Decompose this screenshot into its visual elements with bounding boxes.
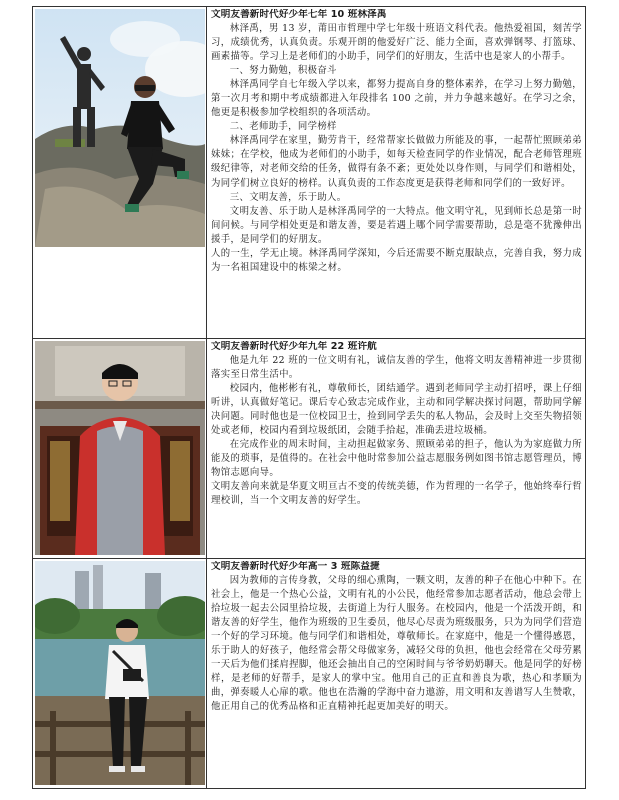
profile-paragraph: 校园内，他彬彬有礼，尊敬师长，团结通学。遇到老师同学主动打招呼，课上仔细听讲，认真做好笔记。课后专心致志完成作业，主动和同学解决探讨问题，帮助同学解决问题。同时他也是一位校园卫士，捡到同学丢失的私人物品，会及时上交至失物招领处或老师，校园内看到垃圾纸团，会随手拾起，准确丢进垃圾桶。 xyxy=(211,382,582,436)
section-heading: 一、努力勤勉，积极奋斗 xyxy=(229,64,337,76)
profile-paragraph: 在完成作业的周末时间，主动担起做家务、照顾弟弟的担子，他认为为家庭做力所能及的琐事，是值得的。在社会中他时常参加公益志愿服务例如图书馆志愿管理员，博物馆志愿向导。 xyxy=(211,439,582,479)
profile-paragraph: 他是九年 22 班的一位文明有礼，诚信友善的学生，他将文明友善精神进一步贯彻落实至日常生活中。 xyxy=(211,354,582,380)
profile-paragraph: 因为教师的言传身教，父母的细心熏陶，一颗文明，友善的种子在他心中种下。在社会上，他是一个热心公益，文明有礼的小公民，他经常参加志愿者活动，他总会带上拾垃圾一起去公园里拾垃圾，去街道上为行人服务。在校园内，他是一个活泼开朗，和谐友善的好学生，他作为班级的卫生委员，他尽心尽责为班级服务，只为为同学们营造一个好的学习环境。他与同学们和谐相处，尊敬师长。在家庭中，他是一个懂得感恩，乐于助人的好孩子，他经常会帮父母做家务，减轻父母的负担，他也会经常在父母劳累一天后为他们揉肩捏脚，他还会抽出自己的空闲时间与爷爷奶奶聊天。他是同学的好榜样，是老师的好帮手，是家人的掌中宝。他用自己的正直和善良为歌，热心和孝顺为曲，弹奏暖人心扉的歌。他也在浩瀚的学海中奋力遨游，用文明和友善谱写人生赞歌，他正用自己的优秀品格和正直精神托起更加美好的明天。 xyxy=(211,574,582,713)
profile-closing: 文明友善向来就是华夏文明亘古不变的传统美德，作为哲理的一名学子，他始终奉行哲理校训，当一个文明友善的好学生。 xyxy=(211,481,582,507)
photo-cell xyxy=(33,339,207,559)
profile-sheet xyxy=(32,6,585,792)
profile-paragraph: 林泽禹同学自七年级入学以来，都努力提高自身的整体素养，在学习上努力勤勉，第一次月考和期中考成绩都进入年段排名 100 之前，并力争越来越好。在学习之余，他更是积极参加学校组织的各项活动。 xyxy=(211,78,582,119)
photo-cell xyxy=(33,7,207,339)
profiles-table xyxy=(32,6,586,789)
section-heading: 三、文明友善，乐于助人。 xyxy=(229,191,347,203)
photo-cell xyxy=(33,559,207,789)
student-photo-lin xyxy=(35,9,205,247)
student-photo-xu xyxy=(35,341,205,555)
profile-closing: 人的一生，学无止境。林泽禹同学深知，今后还需要不断克服缺点，完善自我，努力成为一名祖国建设中的栋梁之材。 xyxy=(211,248,582,274)
profile-title: 文明友善新时代好少年九年 22 班许航 xyxy=(211,341,377,352)
profile-title: 文明友善新时代好少年高一 3 班陈益捷 xyxy=(211,561,380,572)
profile-text-cell xyxy=(207,7,586,339)
profile-row xyxy=(33,7,586,339)
profile-text-cell xyxy=(207,559,586,789)
profile-paragraph: 文明友善、乐于助人是林泽禹同学的一大特点。他文明守礼，见到师长总是第一时间问候。与同学相处更是和谐友善，要是若遇上哪个同学需要帮助，总是毫不犹豫伸出援手，是同学们的好朋友。 xyxy=(211,205,582,245)
profile-text-cell xyxy=(207,339,586,559)
profile-row xyxy=(33,339,586,559)
profile-title: 文明友善新时代好少年七年 10 班林泽禹 xyxy=(211,9,387,20)
photo-illustration xyxy=(35,341,205,555)
profile-row xyxy=(33,559,586,789)
student-photo-chen xyxy=(35,561,205,785)
photo-illustration xyxy=(35,561,205,785)
profile-paragraph: 林泽禹同学在家里，勤劳肯干，经常帮家长做做力所能及的事，一起帮忙照顾弟弟妹妹；在学校，他成为老师们的小助手，如每天检查同学的作业情况，配合老师管理班级纪律等，对老师交给的任务，做得有条不紊；更处处以身作则，与同学们和谐相处，为同学们树立良好的榜样。认真负责的工作态度更是获得老师和同学们的一致好评。 xyxy=(211,135,582,189)
profile-paragraph: 林泽禹，男 13 岁，莆田市哲理中学七年级十班语文科代表。他热爱祖国，刻苦学习，成绩优秀，认真负责。乐观开朗的他爱好广泛、能力全面，喜欢弹钢琴、打篮球、画素描等。学习上是老师们的小助手，同学们的好朋友，生活中也是家人的小帮手。 xyxy=(211,22,582,62)
section-heading: 二、老师助手，同学榜样 xyxy=(229,121,337,133)
photo-illustration xyxy=(35,9,205,247)
